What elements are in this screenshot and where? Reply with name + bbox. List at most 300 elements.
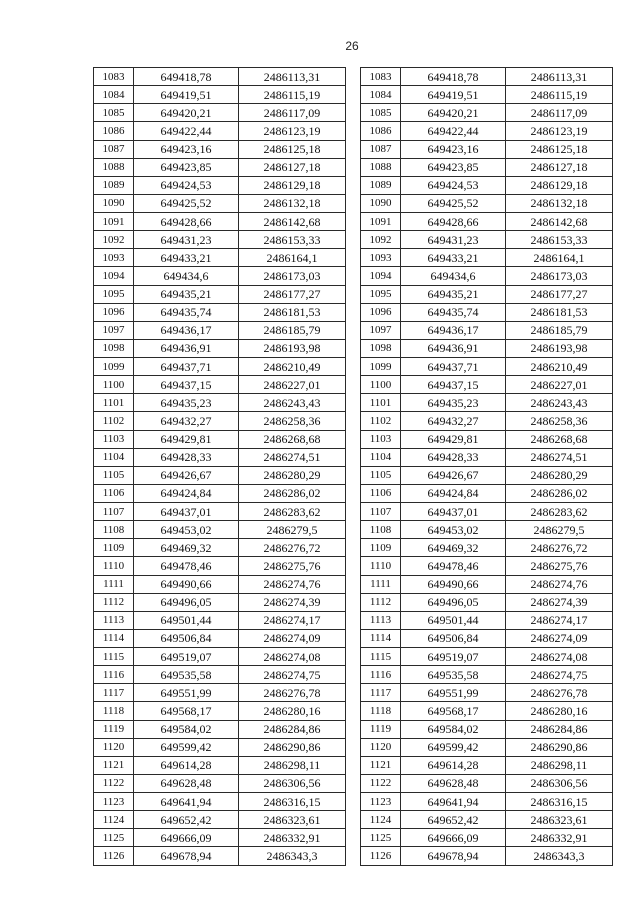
- point-number-cell: 1087: [361, 140, 401, 158]
- x-coordinate-cell: 649599,42: [134, 738, 239, 756]
- y-coordinate-cell: 2486343,3: [239, 847, 346, 865]
- y-coordinate-cell: 2486280,16: [506, 702, 613, 720]
- point-number-cell: 1083: [361, 68, 401, 86]
- x-coordinate-cell: 649435,23: [401, 394, 506, 412]
- point-number-cell: 1116: [361, 666, 401, 684]
- x-coordinate-cell: 649435,74: [134, 303, 239, 321]
- point-number-cell: 1112: [361, 593, 401, 611]
- point-number-cell: 1097: [361, 321, 401, 339]
- table-row: [94, 68, 346, 86]
- y-coordinate-cell: 2486290,86: [239, 738, 346, 756]
- x-coordinate-cell: 649429,81: [134, 430, 239, 448]
- point-number-cell: 1125: [94, 829, 134, 847]
- x-coordinate-cell: 649424,53: [134, 176, 239, 194]
- table-row: [94, 321, 346, 339]
- y-coordinate-cell: 2486258,36: [506, 412, 613, 430]
- point-number-cell: 1105: [94, 466, 134, 484]
- x-coordinate-cell: 649437,71: [401, 358, 506, 376]
- table-body: [94, 68, 346, 866]
- x-coordinate-cell: 649426,67: [401, 466, 506, 484]
- x-coordinate-cell: 649614,28: [134, 756, 239, 774]
- x-coordinate-cell: 649535,58: [401, 666, 506, 684]
- table-row: [361, 376, 613, 394]
- table-row: [361, 811, 613, 829]
- y-coordinate-cell: 2486286,02: [239, 484, 346, 502]
- point-number-cell: 1087: [94, 140, 134, 158]
- point-number-cell: 1099: [94, 358, 134, 376]
- x-coordinate-cell: 649431,23: [134, 231, 239, 249]
- point-number-cell: 1123: [361, 793, 401, 811]
- y-coordinate-cell: 2486177,27: [239, 285, 346, 303]
- table-row: [361, 86, 613, 104]
- x-coordinate-cell: 649641,94: [134, 793, 239, 811]
- x-coordinate-cell: 649434,6: [134, 267, 239, 285]
- y-coordinate-cell: 2486142,68: [239, 213, 346, 231]
- y-coordinate-cell: 2486129,18: [506, 176, 613, 194]
- y-coordinate-cell: 2486283,62: [239, 503, 346, 521]
- point-number-cell: 1111: [361, 575, 401, 593]
- x-coordinate-cell: 649652,42: [134, 811, 239, 829]
- x-coordinate-cell: 649453,02: [401, 521, 506, 539]
- table-row: [94, 231, 346, 249]
- y-coordinate-cell: 2486323,61: [239, 811, 346, 829]
- y-coordinate-cell: 2486193,98: [506, 339, 613, 357]
- point-number-cell: 1102: [361, 412, 401, 430]
- x-coordinate-cell: 649422,44: [134, 122, 239, 140]
- point-number-cell: 1117: [361, 684, 401, 702]
- y-coordinate-cell: 2486127,18: [239, 158, 346, 176]
- y-coordinate-cell: 2486274,09: [506, 629, 613, 647]
- x-coordinate-cell: 649424,84: [134, 484, 239, 502]
- point-number-cell: 1101: [361, 394, 401, 412]
- table-row: [94, 756, 346, 774]
- point-number-cell: 1089: [94, 176, 134, 194]
- point-number-cell: 1091: [361, 213, 401, 231]
- x-coordinate-cell: 649423,85: [401, 158, 506, 176]
- y-coordinate-cell: 2486280,29: [506, 466, 613, 484]
- y-coordinate-cell: 2486283,62: [506, 503, 613, 521]
- y-coordinate-cell: 2486332,91: [506, 829, 613, 847]
- x-coordinate-cell: 649641,94: [401, 793, 506, 811]
- point-number-cell: 1088: [361, 158, 401, 176]
- x-coordinate-cell: 649551,99: [401, 684, 506, 702]
- y-coordinate-cell: 2486177,27: [506, 285, 613, 303]
- x-coordinate-cell: 649599,42: [401, 738, 506, 756]
- table-row: [94, 213, 346, 231]
- table-row: [361, 412, 613, 430]
- point-number-cell: 1098: [361, 339, 401, 357]
- table-row: [361, 213, 613, 231]
- point-number-cell: 1084: [361, 86, 401, 104]
- table-row: [361, 847, 613, 865]
- x-coordinate-cell: 649423,16: [401, 140, 506, 158]
- y-coordinate-cell: 2486274,76: [239, 575, 346, 593]
- y-coordinate-cell: 2486323,61: [506, 811, 613, 829]
- x-coordinate-cell: 649568,17: [401, 702, 506, 720]
- point-number-cell: 1119: [361, 720, 401, 738]
- point-number-cell: 1089: [361, 176, 401, 194]
- x-coordinate-cell: 649426,67: [134, 466, 239, 484]
- table-row: [94, 611, 346, 629]
- table-row: [94, 285, 346, 303]
- x-coordinate-cell: 649436,17: [401, 321, 506, 339]
- table-row: [361, 648, 613, 666]
- x-coordinate-cell: 649519,07: [134, 648, 239, 666]
- x-coordinate-cell: 649434,6: [401, 267, 506, 285]
- y-coordinate-cell: 2486280,16: [239, 702, 346, 720]
- x-coordinate-cell: 649501,44: [401, 611, 506, 629]
- point-number-cell: 1107: [94, 503, 134, 521]
- point-number-cell: 1096: [361, 303, 401, 321]
- table-row: [361, 448, 613, 466]
- table-row: [94, 104, 346, 122]
- table-row: [94, 466, 346, 484]
- y-coordinate-cell: 2486279,5: [239, 521, 346, 539]
- table-row: [361, 575, 613, 593]
- y-coordinate-cell: 2486117,09: [239, 104, 346, 122]
- x-coordinate-cell: 649435,21: [134, 285, 239, 303]
- y-coordinate-cell: 2486125,18: [506, 140, 613, 158]
- x-coordinate-cell: 649437,15: [401, 376, 506, 394]
- point-number-cell: 1124: [94, 811, 134, 829]
- y-coordinate-cell: 2486185,79: [506, 321, 613, 339]
- point-number-cell: 1115: [94, 648, 134, 666]
- y-coordinate-cell: 2486284,86: [239, 720, 346, 738]
- y-coordinate-cell: 2486332,91: [239, 829, 346, 847]
- point-number-cell: 1100: [361, 376, 401, 394]
- point-number-cell: 1102: [94, 412, 134, 430]
- point-number-cell: 1085: [361, 104, 401, 122]
- table-row: [94, 648, 346, 666]
- y-coordinate-cell: 2486210,49: [506, 358, 613, 376]
- x-coordinate-cell: 649432,27: [134, 412, 239, 430]
- table-row: [94, 394, 346, 412]
- table-row: [94, 575, 346, 593]
- x-coordinate-cell: 649435,21: [401, 285, 506, 303]
- x-coordinate-cell: 649435,74: [401, 303, 506, 321]
- y-coordinate-cell: 2486153,33: [239, 231, 346, 249]
- point-number-cell: 1105: [361, 466, 401, 484]
- y-coordinate-cell: 2486316,15: [239, 793, 346, 811]
- point-number-cell: 1114: [361, 629, 401, 647]
- y-coordinate-cell: 2486227,01: [506, 376, 613, 394]
- table-row: [361, 430, 613, 448]
- x-coordinate-cell: 649420,21: [134, 104, 239, 122]
- point-number-cell: 1090: [361, 194, 401, 212]
- table-row: [361, 394, 613, 412]
- point-number-cell: 1121: [94, 756, 134, 774]
- x-coordinate-cell: 649584,02: [134, 720, 239, 738]
- y-coordinate-cell: 2486115,19: [506, 86, 613, 104]
- table-row: [361, 666, 613, 684]
- table-row: [361, 557, 613, 575]
- table-row: [361, 539, 613, 557]
- x-coordinate-cell: 649490,66: [134, 575, 239, 593]
- x-coordinate-cell: 649436,91: [401, 339, 506, 357]
- y-coordinate-cell: 2486274,09: [239, 629, 346, 647]
- y-coordinate-cell: 2486275,76: [239, 557, 346, 575]
- point-number-cell: 1086: [94, 122, 134, 140]
- x-coordinate-cell: 649437,01: [134, 503, 239, 521]
- table-row: [361, 194, 613, 212]
- table-row: [94, 122, 346, 140]
- y-coordinate-cell: 2486181,53: [239, 303, 346, 321]
- y-coordinate-cell: 2486306,56: [506, 774, 613, 792]
- y-coordinate-cell: 2486298,11: [239, 756, 346, 774]
- y-coordinate-cell: 2486268,68: [506, 430, 613, 448]
- table-row: [94, 593, 346, 611]
- x-coordinate-cell: 649436,17: [134, 321, 239, 339]
- point-number-cell: 1123: [94, 793, 134, 811]
- point-number-cell: 1110: [361, 557, 401, 575]
- point-number-cell: 1126: [361, 847, 401, 865]
- table-row: [94, 430, 346, 448]
- table-row: [94, 176, 346, 194]
- y-coordinate-cell: 2486274,08: [239, 648, 346, 666]
- table-row: [361, 702, 613, 720]
- y-coordinate-cell: 2486173,03: [239, 267, 346, 285]
- point-number-cell: 1111: [94, 575, 134, 593]
- y-coordinate-cell: 2486132,18: [239, 194, 346, 212]
- point-number-cell: 1113: [361, 611, 401, 629]
- point-number-cell: 1094: [94, 267, 134, 285]
- x-coordinate-cell: 649437,01: [401, 503, 506, 521]
- point-number-cell: 1103: [94, 430, 134, 448]
- y-coordinate-cell: 2486142,68: [506, 213, 613, 231]
- point-number-cell: 1086: [361, 122, 401, 140]
- point-number-cell: 1092: [94, 231, 134, 249]
- table-row: [361, 829, 613, 847]
- y-coordinate-cell: 2486343,3: [506, 847, 613, 865]
- point-number-cell: 1125: [361, 829, 401, 847]
- x-coordinate-cell: 649453,02: [134, 521, 239, 539]
- point-number-cell: 1122: [361, 774, 401, 792]
- point-number-cell: 1113: [94, 611, 134, 629]
- table-row: [94, 702, 346, 720]
- x-coordinate-cell: 649584,02: [401, 720, 506, 738]
- table-row: [94, 557, 346, 575]
- y-coordinate-cell: 2486153,33: [506, 231, 613, 249]
- table-row: [94, 539, 346, 557]
- point-number-cell: 1120: [94, 738, 134, 756]
- table-row: [94, 829, 346, 847]
- point-number-cell: 1119: [94, 720, 134, 738]
- y-coordinate-cell: 2486123,19: [506, 122, 613, 140]
- y-coordinate-cell: 2486298,11: [506, 756, 613, 774]
- point-number-cell: 1095: [361, 285, 401, 303]
- x-coordinate-cell: 649425,52: [401, 194, 506, 212]
- point-number-cell: 1106: [361, 484, 401, 502]
- y-coordinate-cell: 2486113,31: [239, 68, 346, 86]
- x-coordinate-cell: 649614,28: [401, 756, 506, 774]
- x-coordinate-cell: 649419,51: [134, 86, 239, 104]
- table-row: [361, 267, 613, 285]
- y-coordinate-cell: 2486290,86: [506, 738, 613, 756]
- table-body: [361, 68, 613, 866]
- table-row: [94, 412, 346, 430]
- y-coordinate-cell: 2486243,43: [506, 394, 613, 412]
- x-coordinate-cell: 649469,32: [134, 539, 239, 557]
- y-coordinate-cell: 2486210,49: [239, 358, 346, 376]
- point-number-cell: 1124: [361, 811, 401, 829]
- point-number-cell: 1117: [94, 684, 134, 702]
- y-coordinate-cell: 2486258,36: [239, 412, 346, 430]
- table-row: [361, 176, 613, 194]
- y-coordinate-cell: 2486274,39: [506, 593, 613, 611]
- x-coordinate-cell: 649431,23: [401, 231, 506, 249]
- y-coordinate-cell: 2486132,18: [506, 194, 613, 212]
- table-row: [94, 666, 346, 684]
- table-row: [361, 521, 613, 539]
- x-coordinate-cell: 649436,91: [134, 339, 239, 357]
- x-coordinate-cell: 649419,51: [401, 86, 506, 104]
- point-number-cell: 1116: [94, 666, 134, 684]
- y-coordinate-cell: 2486125,18: [239, 140, 346, 158]
- point-number-cell: 1120: [361, 738, 401, 756]
- table-row: [94, 774, 346, 792]
- table-row: [361, 756, 613, 774]
- table-row: [361, 611, 613, 629]
- y-coordinate-cell: 2486274,08: [506, 648, 613, 666]
- y-coordinate-cell: 2486193,98: [239, 339, 346, 357]
- point-number-cell: 1085: [94, 104, 134, 122]
- x-coordinate-cell: 649437,15: [134, 376, 239, 394]
- y-coordinate-cell: 2486123,19: [239, 122, 346, 140]
- y-coordinate-cell: 2486164,1: [239, 249, 346, 267]
- y-coordinate-cell: 2486276,72: [506, 539, 613, 557]
- x-coordinate-cell: 649652,42: [401, 811, 506, 829]
- point-number-cell: 1108: [94, 521, 134, 539]
- table-row: [94, 86, 346, 104]
- table-row: [361, 358, 613, 376]
- table-row: [361, 774, 613, 792]
- y-coordinate-cell: 2486274,17: [239, 611, 346, 629]
- y-coordinate-cell: 2486274,75: [506, 666, 613, 684]
- x-coordinate-cell: 649425,52: [134, 194, 239, 212]
- y-coordinate-cell: 2486280,29: [239, 466, 346, 484]
- x-coordinate-cell: 649506,84: [401, 629, 506, 647]
- y-coordinate-cell: 2486274,75: [239, 666, 346, 684]
- x-coordinate-cell: 649418,78: [401, 68, 506, 86]
- table-row: [94, 629, 346, 647]
- table-row: [361, 158, 613, 176]
- y-coordinate-cell: 2486274,17: [506, 611, 613, 629]
- x-coordinate-cell: 649418,78: [134, 68, 239, 86]
- point-number-cell: 1088: [94, 158, 134, 176]
- x-coordinate-cell: 649519,07: [401, 648, 506, 666]
- point-number-cell: 1084: [94, 86, 134, 104]
- table-row: [94, 793, 346, 811]
- y-coordinate-cell: 2486276,78: [506, 684, 613, 702]
- y-coordinate-cell: 2486275,76: [506, 557, 613, 575]
- y-coordinate-cell: 2486286,02: [506, 484, 613, 502]
- x-coordinate-cell: 649628,48: [134, 774, 239, 792]
- x-coordinate-cell: 649551,99: [134, 684, 239, 702]
- point-number-cell: 1122: [94, 774, 134, 792]
- page-number: 26: [345, 39, 359, 53]
- table-row: [361, 466, 613, 484]
- table-row: [361, 684, 613, 702]
- table-row: [361, 285, 613, 303]
- y-coordinate-cell: 2486127,18: [506, 158, 613, 176]
- table-row: [361, 231, 613, 249]
- table-row: [361, 720, 613, 738]
- point-number-cell: 1121: [361, 756, 401, 774]
- y-coordinate-cell: 2486268,68: [239, 430, 346, 448]
- y-coordinate-cell: 2486181,53: [506, 303, 613, 321]
- table-row: [94, 158, 346, 176]
- x-coordinate-cell: 649437,71: [134, 358, 239, 376]
- y-coordinate-cell: 2486274,39: [239, 593, 346, 611]
- x-coordinate-cell: 649628,48: [401, 774, 506, 792]
- table-row: [94, 521, 346, 539]
- point-number-cell: 1108: [361, 521, 401, 539]
- table-row: [361, 629, 613, 647]
- table-row: [94, 249, 346, 267]
- point-number-cell: 1095: [94, 285, 134, 303]
- y-coordinate-cell: 2486274,51: [506, 448, 613, 466]
- table-row: [361, 249, 613, 267]
- table-row: [361, 793, 613, 811]
- y-coordinate-cell: 2486113,31: [506, 68, 613, 86]
- y-coordinate-cell: 2486243,43: [239, 394, 346, 412]
- x-coordinate-cell: 649423,85: [134, 158, 239, 176]
- table-row: [361, 104, 613, 122]
- y-coordinate-cell: 2486274,51: [239, 448, 346, 466]
- y-coordinate-cell: 2486117,09: [506, 104, 613, 122]
- table-row: [94, 448, 346, 466]
- table-row: [94, 484, 346, 502]
- point-number-cell: 1101: [94, 394, 134, 412]
- x-coordinate-cell: 649496,05: [134, 593, 239, 611]
- x-coordinate-cell: 649506,84: [134, 629, 239, 647]
- y-coordinate-cell: 2486227,01: [239, 376, 346, 394]
- y-coordinate-cell: 2486129,18: [239, 176, 346, 194]
- x-coordinate-cell: 649432,27: [401, 412, 506, 430]
- table-row: [94, 339, 346, 357]
- y-coordinate-cell: 2486164,1: [506, 249, 613, 267]
- table-row: [94, 720, 346, 738]
- point-number-cell: 1098: [94, 339, 134, 357]
- table-row: [361, 122, 613, 140]
- x-coordinate-cell: 649678,94: [134, 847, 239, 865]
- x-coordinate-cell: 649423,16: [134, 140, 239, 158]
- point-number-cell: 1099: [361, 358, 401, 376]
- point-number-cell: 1126: [94, 847, 134, 865]
- x-coordinate-cell: 649678,94: [401, 847, 506, 865]
- y-coordinate-cell: 2486284,86: [506, 720, 613, 738]
- point-number-cell: 1109: [94, 539, 134, 557]
- x-coordinate-cell: 649433,21: [401, 249, 506, 267]
- x-coordinate-cell: 649568,17: [134, 702, 239, 720]
- table-row: [94, 140, 346, 158]
- y-coordinate-cell: 2486173,03: [506, 267, 613, 285]
- point-number-cell: 1115: [361, 648, 401, 666]
- coordinates-table-left: [93, 67, 346, 866]
- x-coordinate-cell: 649424,84: [401, 484, 506, 502]
- x-coordinate-cell: 649496,05: [401, 593, 506, 611]
- point-number-cell: 1103: [361, 430, 401, 448]
- point-number-cell: 1091: [94, 213, 134, 231]
- x-coordinate-cell: 649428,66: [401, 213, 506, 231]
- table-row: [361, 339, 613, 357]
- point-number-cell: 1114: [94, 629, 134, 647]
- x-coordinate-cell: 649478,46: [134, 557, 239, 575]
- x-coordinate-cell: 649501,44: [134, 611, 239, 629]
- x-coordinate-cell: 649666,09: [134, 829, 239, 847]
- x-coordinate-cell: 649422,44: [401, 122, 506, 140]
- point-number-cell: 1106: [94, 484, 134, 502]
